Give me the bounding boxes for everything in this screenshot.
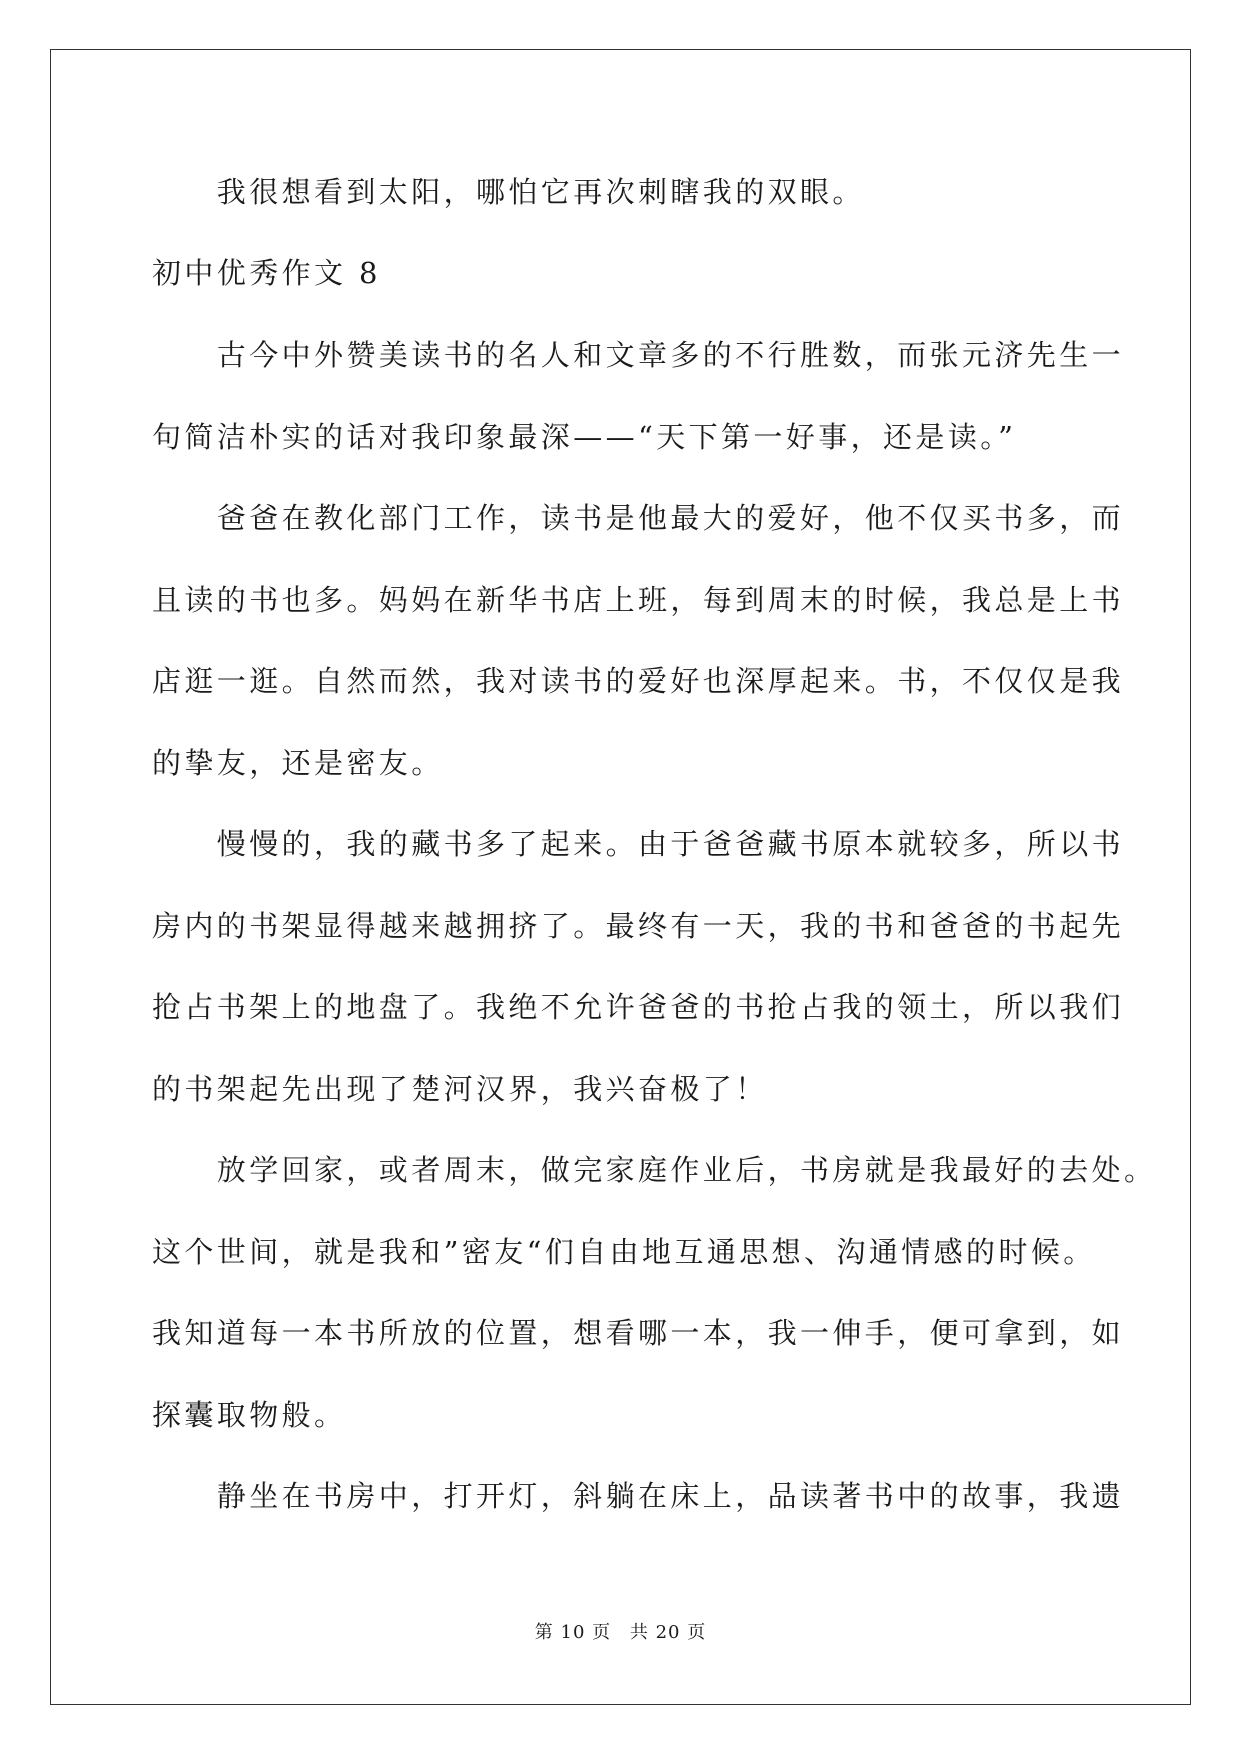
page-number-current: 第 10 页 [534, 1622, 612, 1643]
page-border [50, 49, 1191, 1705]
paragraph-line: 抢占书架上的地盘了。我绝不允许爸爸的书抢占我的领土，所以我们 [152, 990, 1125, 1024]
paragraph-line: 这个世间，就是我和”密友“们自由地互通思想、沟通情感的时候。 [152, 1235, 1096, 1269]
paragraph-line: 句简洁朴实的话对我印象最深——“天下第一好事，还是读。” [152, 420, 1017, 454]
paragraph-line: 且读的书也多。妈妈在新华书店上班，每到周末的时候，我总是上书 [152, 583, 1125, 617]
paragraph-line: 的书架起先出现了楚河汉界，我兴奋极了！ [152, 1072, 768, 1106]
page-footer [0, 1618, 1241, 1644]
paragraph-line: 探囊取物般。 [152, 1398, 347, 1432]
paragraph-line: 店逛一逛。自然而然，我对读书的爱好也深厚起来。书，不仅仅是我 [152, 664, 1125, 698]
paragraph-line: 慢慢的，我的藏书多了起来。由于爸爸藏书原本就较多，所以书 [152, 827, 1125, 861]
paragraph-line: 我知道每一本书所放的位置，想看哪一本，我一伸手，便可拿到，如 [152, 1316, 1125, 1350]
paragraph-line: 放学回家，或者周末，做完家庭作业后，书房就是我最好的去处。 [152, 1153, 1157, 1187]
paragraph-line: 的挚友，还是密友。 [152, 746, 444, 780]
paragraph-line: 古今中外赞美读书的名人和文章多的不行胜数，而张元济先生一 [152, 338, 1125, 372]
section-heading: 初中优秀作文 8 [152, 256, 381, 290]
paragraph-line: 我很想看到太阳，哪怕它再次刺瞎我的双眼。 [152, 175, 865, 209]
paragraph-line: 静坐在书房中，打开灯，斜躺在床上，品读著书中的故事，我遗 [152, 1479, 1125, 1513]
page-number-total: 共 20 页 [629, 1622, 707, 1643]
paragraph-line: 爸爸在教化部门工作，读书是他最大的爱好，他不仅买书多，而 [152, 501, 1125, 535]
paragraph-line: 房内的书架显得越来越拥挤了。最终有一天，我的书和爸爸的书起先 [152, 909, 1125, 943]
